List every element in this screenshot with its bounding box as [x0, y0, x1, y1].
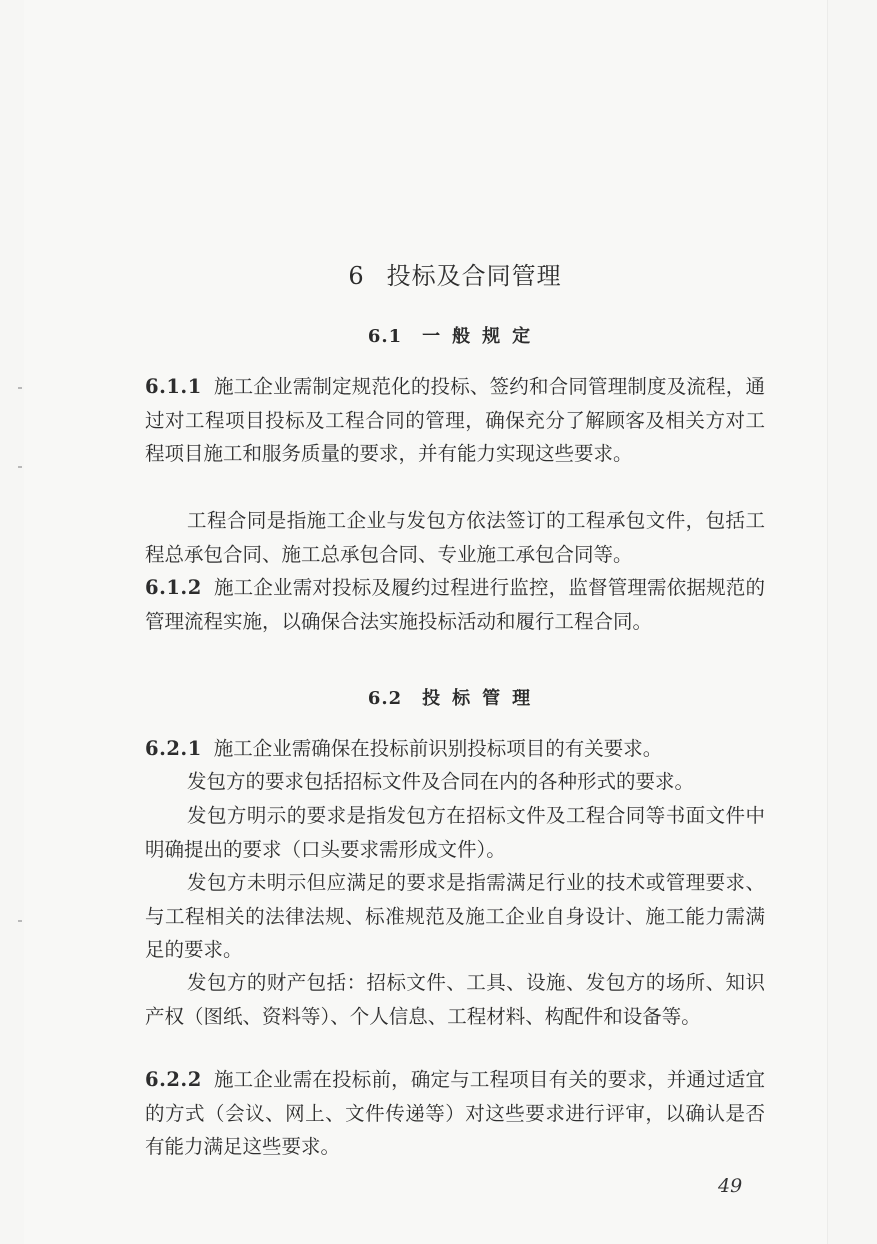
clause-number: 6.2.1 [145, 737, 202, 760]
clause-text: 施工企业需制定规范化的投标、签约和合同管理制度及流程，通过对工程项目投标及工程合同的管理，确保充分了解顾客及相关方对工程项目施工和服务质量的要求，并有能力实现这些要求。 [145, 375, 765, 465]
margin-mark [18, 466, 22, 468]
body-paragraph: 发包方的要求包括招标文件及合同在内的各种形式的要求。 [187, 770, 695, 793]
chapter-number: 6 [348, 262, 365, 290]
body-paragraph: 发包方未明示但应满足的要求是指需满足行业的技术或管理要求、与工程相关的法律法规、标准规范及施工企业自身设计、施工能力需满足的要求。 [145, 871, 765, 961]
chapter-title [145, 256, 765, 291]
section-number: 6.2 [367, 688, 403, 709]
clause-paragraph [145, 732, 765, 766]
clause-text: 施工企业需在投标前，确定与工程项目有关的要求，并通过适宜的方式（会议、网上、文件传递等）对这些要求进行评审，以确认是否有能力满足这些要求。 [145, 1068, 765, 1158]
clause-text: 施工企业需确保在投标前识别投标项目的有关要求。 [213, 737, 663, 760]
section-title [145, 684, 765, 710]
margin-mark [18, 387, 22, 389]
clause-number: 6.1.1 [145, 375, 202, 398]
clause-number: 6.2.2 [145, 1068, 202, 1091]
section-title-text: 投标管理 [422, 688, 543, 709]
section-title [145, 322, 765, 348]
clause-paragraph [145, 571, 765, 638]
page-number: 49 [718, 1175, 743, 1197]
margin-mark [18, 920, 22, 922]
body-paragraph: 发包方明示的要求是指发包方在招标文件及工程合同等书面文件中明确提出的要求（口头要求需形成文件）。 [145, 804, 765, 861]
body-paragraph: 发包方的财产包括：招标文件、工具、设施、发包方的场所、知识产权（图纸、资料等）、个人信息、工程材料、构配件和设备等。 [145, 971, 765, 1028]
section-title-text: 一般规定 [422, 326, 543, 347]
body-paragraph: 工程合同是指施工企业与发包方依法签订的工程承包文件，包括工程总承包合同、施工总承包合同、专业施工承包合同等。 [145, 509, 765, 566]
clause-text: 施工企业需对投标及履约过程进行监控，监督管理需依据规范的管理流程实施，以确保合法实施投标活动和履行工程合同。 [145, 576, 765, 633]
chapter-title-text: 投标及合同管理 [386, 262, 562, 290]
clause-number: 6.1.2 [145, 576, 202, 599]
clause-paragraph [145, 370, 765, 471]
section-number: 6.1 [367, 326, 403, 347]
clause-paragraph [145, 1063, 765, 1164]
